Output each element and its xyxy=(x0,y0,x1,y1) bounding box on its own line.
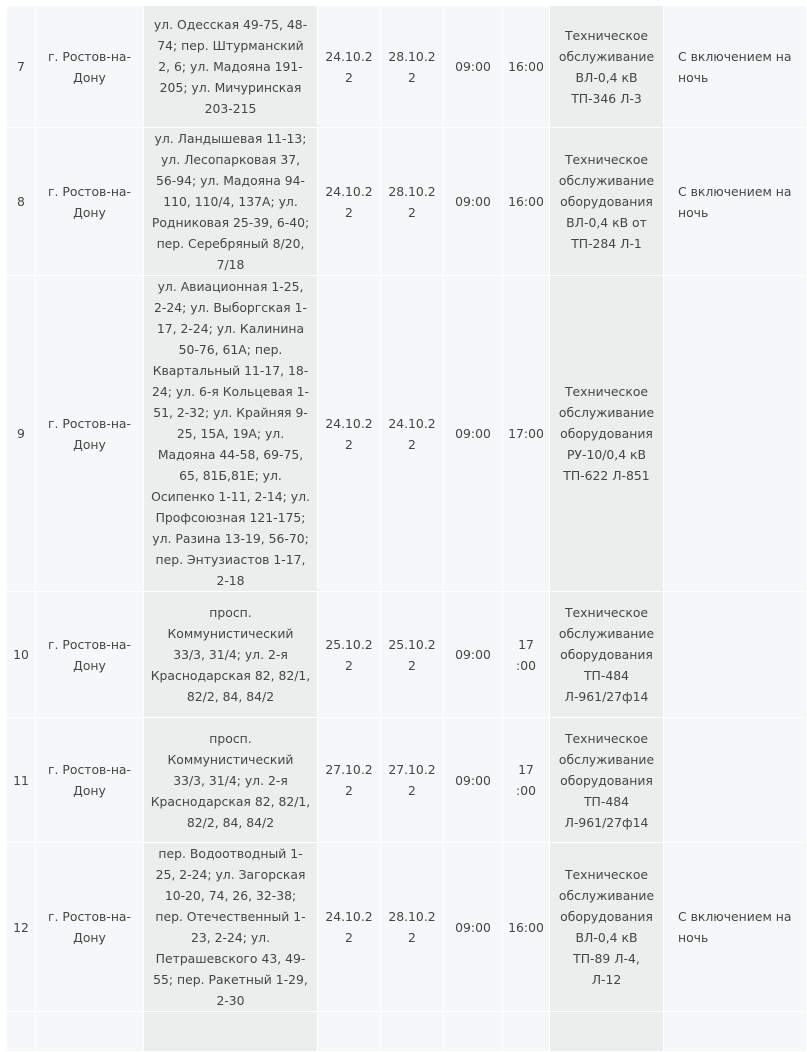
end-time-cell: 16:00 xyxy=(503,6,550,128)
table-row xyxy=(7,128,807,276)
end-time-cell: 17 :00 xyxy=(503,718,550,843)
top-margin xyxy=(0,0,745,5)
city-cell: г. Ростов-на-Дону xyxy=(36,6,144,128)
row-number: 12 xyxy=(7,843,36,1012)
table-row xyxy=(7,843,807,1012)
work-description-cell: Техническое обслуживание оборудования ТП-484 Л-961/27ф14 xyxy=(550,718,664,843)
row-number: 8 xyxy=(7,128,36,276)
start-time-cell: 09:00 xyxy=(444,718,503,843)
end-date-cell xyxy=(381,1012,444,1052)
row-number: 7 xyxy=(7,6,36,128)
note-cell: С включением на ночь xyxy=(664,6,807,128)
addresses-cell: просп. Коммунистический 33/3, 31/4; ул. 2-я Краснодарская 82, 82/1, 82/2, 84, 84/2 xyxy=(144,592,318,718)
end-date-cell: 25.10.22 xyxy=(381,592,444,718)
row-number: 10 xyxy=(7,592,36,718)
start-date-cell: 24.10.22 xyxy=(318,276,381,592)
work-description-cell: Техническое обслуживание оборудования РУ-10/0,4 кВ ТП-622 Л-851 xyxy=(550,276,664,592)
city-cell: г. Ростов-на-Дону xyxy=(36,276,144,592)
end-time-cell: 16:00 xyxy=(503,128,550,276)
work-description-cell: Техническое обслуживание оборудования ВЛ-0,4 кВ от ТП-284 Л-1 xyxy=(550,128,664,276)
start-date-cell: 27.10.22 xyxy=(318,718,381,843)
end-time-cell: 16:00 xyxy=(503,843,550,1012)
table-row xyxy=(7,1012,807,1052)
end-date-cell: 28.10.22 xyxy=(381,128,444,276)
note-cell xyxy=(664,1012,807,1052)
start-time-cell xyxy=(444,1012,503,1052)
addresses-cell: пер. Водоотводный 1-25, 2-24; ул. Загорская 10-20, 74, 26, 32-38; пер. Отечественный 1-23, 2-24; ул. Петрашевского 43, 49-55; пер. Ракетный 1-29, 2-30 xyxy=(144,843,318,1012)
addresses-cell xyxy=(144,1012,318,1052)
start-time-cell: 09:00 xyxy=(444,276,503,592)
row-number: 11 xyxy=(7,718,36,843)
left-margin xyxy=(0,0,6,1000)
addresses-cell: ул. Ландышевая 11-13; ул. Лесопарковая 37, 56-94; ул. Мадояна 94-110, 110/4, 137А; ул. Родниковая 25-39, 6-40; пер. Серебряный 8/20, 7/18 xyxy=(144,128,318,276)
addresses-cell: ул. Одесская 49-75, 48-74; пер. Штурманский 2, 6; ул. Мадояна 191-205; ул. Мичуринская 203-215 xyxy=(144,6,318,128)
note-cell xyxy=(664,276,807,592)
end-time-cell: 17 :00 xyxy=(503,592,550,718)
city-cell: г. Ростов-на-Дону xyxy=(36,128,144,276)
end-date-cell: 24.10.22 xyxy=(381,276,444,592)
outage-schedule-table xyxy=(6,5,807,1052)
table-row xyxy=(7,276,807,592)
note-cell: С включением на ночь xyxy=(664,843,807,1012)
city-cell xyxy=(36,1012,144,1052)
work-description-cell: Техническое обслуживание оборудования ТП-484 Л-961/27ф14 xyxy=(550,592,664,718)
city-cell: г. Ростов-на-Дону xyxy=(36,843,144,1012)
note-cell: С включением на ночь xyxy=(664,128,807,276)
work-description-cell: Техническое обслуживание ВЛ-0,4 кВ ТП-346 Л-3 xyxy=(550,6,664,128)
addresses-cell: просп. Коммунистический 33/3, 31/4; ул. 2-я Краснодарская 82, 82/1, 82/2, 84, 84/2 xyxy=(144,718,318,843)
work-description-cell xyxy=(550,1012,664,1052)
table-row xyxy=(7,592,807,718)
end-date-cell: 27.10.22 xyxy=(381,718,444,843)
city-cell: г. Ростов-на-Дону xyxy=(36,718,144,843)
note-cell xyxy=(664,592,807,718)
start-date-cell: 24.10.22 xyxy=(318,6,381,128)
end-time-cell: 17:00 xyxy=(503,276,550,592)
table-row xyxy=(7,6,807,128)
start-date-cell xyxy=(318,1012,381,1052)
row-number: 9 xyxy=(7,276,36,592)
end-date-cell: 28.10.22 xyxy=(381,843,444,1012)
start-time-cell: 09:00 xyxy=(444,128,503,276)
start-date-cell: 24.10.22 xyxy=(318,843,381,1012)
start-time-cell: 09:00 xyxy=(444,6,503,128)
table-row xyxy=(7,718,807,843)
note-cell xyxy=(664,718,807,843)
start-time-cell: 09:00 xyxy=(444,843,503,1012)
addresses-cell: ул. Авиационная 1-25, 2-24; ул. Выборгская 1-17, 2-24; ул. Калинина 50-76, 61А; пер. Квартальный 11-17, 18-24; ул. 6-я Кольцевая 1-51, 2-32; ул. Крайняя 9-25, 15А, 19А; ул. Мадояна 44-58, 69-75, 65, 81Б,81Е; ул. Осипенко 1-11, 2-14; ул. Профсоюзная 121-175; ул. Разина 13-19, 56-70; пер. Энтузиастов 1-17, 2-18 xyxy=(144,276,318,592)
row-number xyxy=(7,1012,36,1052)
start-date-cell: 25.10.22 xyxy=(318,592,381,718)
end-time-cell xyxy=(503,1012,550,1052)
work-description-cell: Техническое обслуживание оборудования ВЛ-0,4 кВ ТП-89 Л-4, Л-12 xyxy=(550,843,664,1012)
start-time-cell: 09:00 xyxy=(444,592,503,718)
city-cell: г. Ростов-на-Дону xyxy=(36,592,144,718)
end-date-cell: 28.10.22 xyxy=(381,6,444,128)
start-date-cell: 24.10.22 xyxy=(318,128,381,276)
